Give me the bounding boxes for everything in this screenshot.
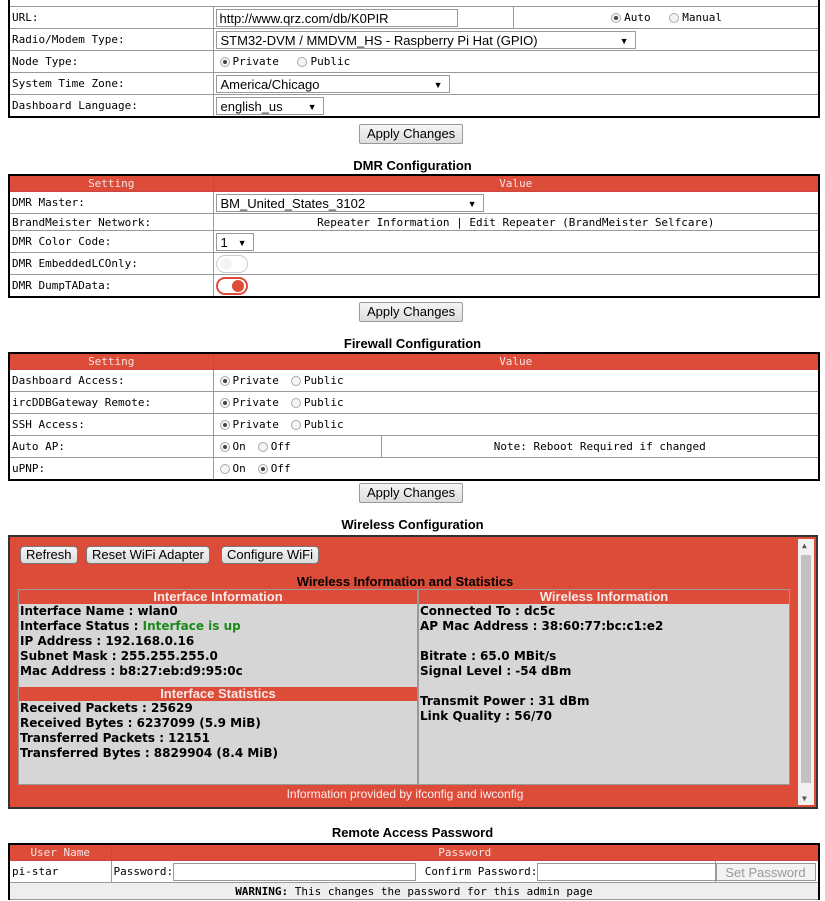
- dmr-cc-row: [9, 231, 819, 253]
- wireless-scrollbar[interactable]: [798, 539, 814, 805]
- timezone-row: [9, 73, 819, 95]
- node-public-radio[interactable]: [297, 57, 307, 67]
- fw-ssh-private-radio[interactable]: [220, 420, 230, 430]
- url-auto-label: Auto: [624, 11, 651, 25]
- node-private-radio[interactable]: [220, 57, 230, 67]
- user-name-header: User Name: [9, 844, 111, 861]
- node-type-label: Node Type:: [9, 51, 213, 73]
- chevron-down-icon: ▼: [237, 237, 247, 248]
- warning-row: [9, 883, 819, 900]
- password-row: [9, 861, 819, 883]
- timezone-select[interactable]: America/Chicago ▼: [216, 75, 450, 93]
- ap-mac: AP Mac Address : 38:60:77:bc:c1:e2: [420, 619, 664, 633]
- fw-value-header: Value: [213, 353, 819, 370]
- fw-setting-header: Setting: [9, 353, 213, 370]
- wireless-panel: [8, 535, 818, 809]
- url-auto-radio[interactable]: [611, 13, 621, 23]
- wireless-section-title: Wireless Configuration: [341, 517, 484, 532]
- firewall-section-title: Firewall Configuration: [343, 336, 482, 351]
- timezone-label: System Time Zone:: [9, 73, 213, 95]
- bm-network-row: [9, 214, 819, 231]
- fw-autoap-off-label: Off: [270, 440, 291, 454]
- fw-autoap-note: Note: Reboot Required if changed: [381, 436, 819, 458]
- fw-dashboard-private-radio[interactable]: [220, 376, 230, 386]
- wireless-info-panel: [418, 589, 790, 785]
- reset-wifi-button[interactable]: Reset WiFi Adapter: [86, 546, 210, 564]
- dmr-master-select[interactable]: BM_United_States_3102 ▼: [216, 194, 484, 212]
- bm-network-label: BrandMeister Network:: [9, 214, 213, 231]
- dmr-master-label: DMR Master:: [9, 192, 213, 214]
- connected-to: Connected To : dc5c: [420, 604, 556, 618]
- password-table: [8, 843, 820, 900]
- fw-ssh-label: SSH Access:: [9, 414, 213, 436]
- transmit-power: Transmit Power : 31 dBm: [420, 694, 590, 708]
- warning-text: WARNING: This changes the password for this admin page: [9, 883, 819, 900]
- dmr-elc-row: [9, 253, 819, 275]
- password-section-title: Remote Access Password: [331, 825, 494, 840]
- apply-general-button[interactable]: Apply Changes: [359, 124, 463, 144]
- radio-type-label: Radio/Modem Type:: [9, 29, 213, 51]
- signal-level: Signal Level : -54 dBm: [420, 664, 572, 678]
- fw-dashboard-private-label: Private: [232, 374, 279, 388]
- fw-ssh-public-radio[interactable]: [291, 420, 301, 430]
- password-input[interactable]: [173, 863, 416, 881]
- chevron-down-icon: ▼: [619, 35, 629, 46]
- fw-upnp-off-label: Off: [270, 462, 291, 476]
- fw-ssh-row: [9, 414, 819, 436]
- wireless-stats-title: Wireless Information and Statistics: [296, 574, 514, 589]
- chevron-down-icon: ▼: [467, 198, 477, 209]
- firewall-config-table: [8, 352, 820, 481]
- fw-upnp-on-label: On: [232, 462, 246, 476]
- fw-autoap-row: [9, 436, 819, 458]
- fw-dashboard-public-radio[interactable]: [291, 376, 301, 386]
- dmr-cc-select[interactable]: 1 ▼: [216, 233, 254, 251]
- apply-firewall-button[interactable]: Apply Changes: [359, 483, 463, 503]
- language-label: Dashboard Language:: [9, 95, 213, 118]
- confirm-label: Confirm Password:: [424, 864, 538, 878]
- password-label: Password:: [113, 864, 174, 878]
- fw-ircddb-private-label: Private: [232, 396, 279, 410]
- radio-type-select[interactable]: STM32-DVM / MMDVM_HS - Raspberry Pi Hat (GPIO) ▼: [216, 31, 636, 49]
- fw-dashboard-public-label: Public: [303, 374, 344, 388]
- scroll-down-icon[interactable]: ▼: [802, 794, 807, 803]
- interface-info-header: Interface Information: [19, 590, 417, 604]
- fw-dashboard-row: [9, 370, 819, 392]
- url-manual-radio[interactable]: [669, 13, 679, 23]
- radio-type-row: [9, 29, 819, 51]
- general-config-table: [8, 0, 820, 118]
- tx-bytes: Transferred Bytes : 8829904 (8.4 MiB): [20, 746, 279, 760]
- fw-autoap-label: Auto AP:: [9, 436, 213, 458]
- dmr-dump-toggle[interactable]: [216, 277, 248, 295]
- dmr-section-title: DMR Configuration: [353, 158, 472, 173]
- dmr-dump-label: DMR DumpTAData:: [9, 275, 213, 298]
- fw-ssh-public-label: Public: [303, 418, 344, 432]
- rx-bytes: Received Bytes : 6237099 (5.9 MiB): [20, 716, 261, 730]
- configure-wifi-button[interactable]: Configure WiFi: [221, 546, 319, 564]
- dmr-value-header: Value: [213, 175, 819, 192]
- fw-upnp-label: uPNP:: [9, 458, 213, 481]
- tx-packets: Transferred Packets : 12151: [20, 731, 210, 745]
- bm-links[interactable]: Repeater Information | Edit Repeater (BrandMeister Selfcare): [213, 214, 819, 231]
- confirm-password-input[interactable]: [537, 863, 715, 881]
- dmr-setting-header: Setting: [9, 175, 213, 192]
- fw-ircddb-private-radio[interactable]: [220, 398, 230, 408]
- language-row: [9, 95, 819, 118]
- fw-autoap-on-radio[interactable]: [220, 442, 230, 452]
- fw-ircddb-public-radio[interactable]: [291, 398, 301, 408]
- refresh-button[interactable]: Refresh: [20, 546, 78, 564]
- mac-address: Mac Address : b8:27:eb:d9:95:0c: [20, 664, 243, 678]
- fw-ircddb-public-label: Public: [303, 396, 344, 410]
- bitrate: Bitrate : 65.0 MBit/s: [420, 649, 557, 663]
- scroll-up-icon[interactable]: ▲: [802, 541, 807, 550]
- dmr-elc-toggle[interactable]: [216, 255, 248, 273]
- chevron-down-icon: ▼: [433, 79, 443, 90]
- dmr-elc-label: DMR EmbeddedLCOnly:: [9, 253, 213, 275]
- rx-packets: Received Packets : 25629: [20, 701, 193, 715]
- iface-status-value: Interface is up: [142, 619, 241, 633]
- dmr-dump-row: [9, 275, 819, 298]
- set-password-button[interactable]: Set Password: [716, 863, 816, 881]
- subnet-mask: Subnet Mask : 255.255.255.0: [20, 649, 218, 663]
- dmr-master-row: [9, 192, 819, 214]
- fw-autoap-on-label: On: [232, 440, 246, 454]
- apply-dmr-button[interactable]: Apply Changes: [359, 302, 463, 322]
- fw-ircddb-row: [9, 392, 819, 414]
- node-private-label: Private: [232, 55, 279, 69]
- fw-upnp-on-radio[interactable]: [220, 464, 230, 474]
- iface-name: Interface Name : wlan0: [20, 604, 178, 618]
- scroll-thumb[interactable]: [801, 555, 811, 783]
- interface-stats-header: Interface Statistics: [19, 687, 417, 701]
- iface-status: Interface Status : Interface is up: [20, 619, 241, 633]
- fw-autoap-off-radio[interactable]: [258, 442, 268, 452]
- url-label: URL:: [9, 7, 213, 29]
- password-header: Password: [111, 844, 819, 861]
- fw-dashboard-label: Dashboard Access:: [9, 370, 213, 392]
- url-row: [9, 7, 819, 29]
- fw-ssh-private-label: Private: [232, 418, 279, 432]
- url-manual-label: Manual: [682, 11, 723, 25]
- user-name-value: pi-star: [9, 861, 111, 883]
- url-input[interactable]: http://www.qrz.com/db/K0PIR: [216, 9, 458, 27]
- node-type-row: [9, 51, 819, 73]
- fw-upnp-row: [9, 458, 819, 481]
- wireless-footer: Information provided by ifconfig and iwconfig: [286, 787, 524, 801]
- node-public-label: Public: [310, 55, 351, 69]
- dmr-config-table: [8, 174, 820, 298]
- ip-address: IP Address : 192.168.0.16: [20, 634, 195, 648]
- wireless-info-header: Wireless Information: [419, 590, 789, 604]
- dmr-cc-label: DMR Color Code:: [9, 231, 213, 253]
- interface-panel: [18, 589, 418, 785]
- fw-ircddb-label: ircDDBGateway Remote:: [9, 392, 213, 414]
- link-quality: Link Quality : 56/70: [420, 709, 553, 723]
- language-select[interactable]: english_us ▼: [216, 97, 324, 115]
- fw-upnp-off-radio[interactable]: [258, 464, 268, 474]
- chevron-down-icon: ▼: [307, 101, 317, 112]
